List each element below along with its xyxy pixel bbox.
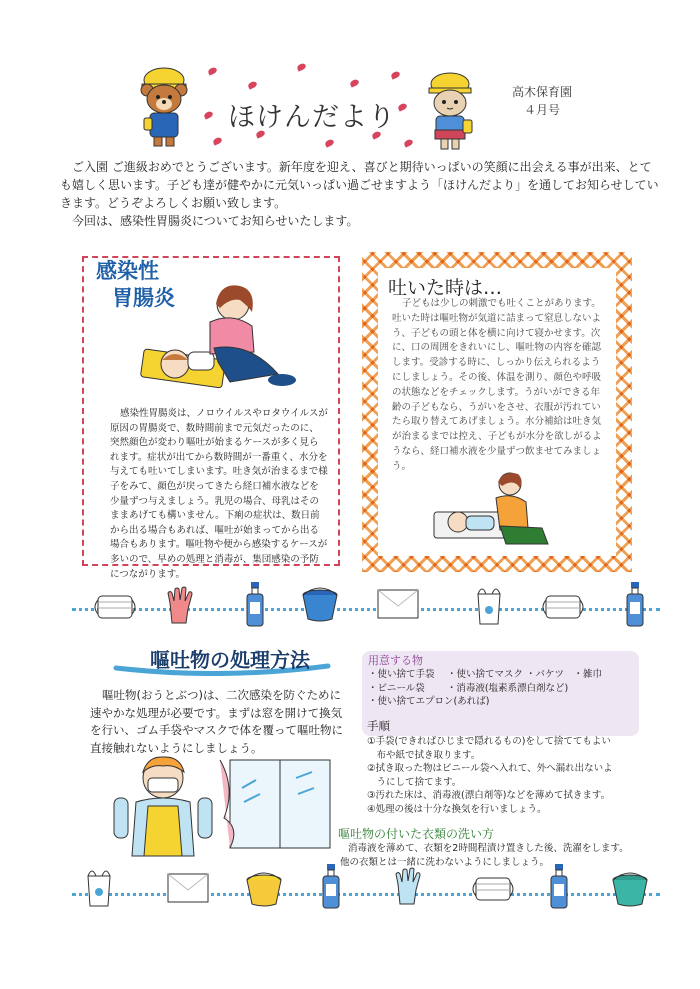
intro-paragraph: ご入園 ご進級おめでとうございます。新年度を迎え、喜びと期待いっぱいの笑顔に出会える事が出来、とても嬉しく思います。子ども達が健やかに元気いっぱい過ごせますよう「ほけんだより」を通してお知らせしていきます。どうぞよろしくお願い致します。	[60, 160, 659, 210]
cat-mascot	[425, 70, 475, 152]
mask-icon	[470, 872, 516, 910]
masked-person-illustration	[108, 752, 218, 857]
laundry-title: 嘔吐物の付いた衣類の洗い方	[338, 827, 495, 841]
glove-icon	[164, 585, 198, 629]
steps-list	[367, 735, 647, 816]
mask-icon	[540, 590, 586, 628]
diaper-change-illustration	[140, 282, 315, 397]
plastic-bag-icon	[84, 866, 114, 912]
newsletter-title: ほけんだより	[228, 102, 396, 133]
list-item: ・ビニール袋 ・消毒液(塩素系漂白剤など)	[368, 682, 569, 694]
plastic-bag-icon	[474, 584, 504, 630]
petal-decoration	[390, 70, 401, 79]
laundry-line: 消毒液を薄めて、衣類を2時間程漬け置きした後、洗濯をします。	[348, 843, 629, 854]
bottle-icon	[548, 864, 570, 914]
dotted-divider	[72, 893, 660, 900]
issue-month: ４月号	[524, 103, 561, 117]
caregiver-child-illustration	[430, 470, 560, 550]
petal-decoration	[247, 80, 258, 89]
nursery-info	[512, 83, 572, 119]
intro-text	[60, 158, 660, 230]
window-illustration	[216, 758, 332, 850]
list-item: ①手袋(できればひじまで隠れるもの)をして捨ててもよい	[367, 736, 611, 747]
gastroenteritis-text: 感染性胃腸炎は、ノロウイルスやロタウイルスが原因の胃腸炎で、数時間前まで元気だったのに、突然顔色が変わり嘔吐が始まるケースが多く見られます。症状が出てから数時間が一番重く、水分を与えても吐いてしまいます。吐き気が治まるまで様子をみて、顔色が戻ってきたら経口補水液などを少量ずつ与えましょう。乳児の場合、母乳はそのままあげても構いません。下痢の症状は、数日前から出る場合もあれば、嘔吐が始まってから出る場合もあります。嘔吐物や便から感染するケースが多いので、早めの処理と消毒が、集団感染の予防につながります。	[110, 408, 328, 580]
petal-decoration	[203, 110, 214, 119]
bucket-icon	[300, 587, 340, 627]
disposal-text: 嘔吐物(おうとぶつ)は、二次感染を防ぐために速やかな処理が必要です。まずは窓を開けて換気を行い、ゴム手袋やマスクで体を覆って嘔吐物に直接触れないようにしましょう。	[90, 688, 343, 755]
bottle-icon	[320, 864, 342, 914]
petal-decoration	[207, 66, 218, 75]
laundry-text	[340, 842, 660, 870]
petal-decoration	[324, 138, 335, 147]
supplies-list	[368, 668, 602, 709]
list-item: ②拭き取った物はビニール袋へ入れて、外へ漏れ出ないよ	[367, 763, 613, 774]
vomiting-title: 吐いた時は…	[388, 277, 503, 299]
list-item: ④処理の後は十分な換気を行いましょう。	[367, 803, 547, 815]
bottle-icon	[244, 582, 266, 632]
list-item: ③汚れた床は、消毒液(漂白剤等)などを薄めて拭きます。	[367, 790, 611, 801]
petal-decoration	[212, 136, 223, 145]
vomiting-text: 子どもは少しの刺激でも吐くことがあります。吐いた時は嘔吐物が気道に詰まって窒息しないよう、子どもの頭と体を横に向けて寝かせます。次に、口の周囲をきれいにし、嘔吐物の内容を確認します。受診する時に、しっかり伝えられるようにしましょう。その後、体温を測り、顔色や呼吸の状態などをチェックします。うがいができる年齢の子どもなら、うがいをさせ、衣服が汚れていたら取り替えてあげましょう。水分補給は吐き気が治まるまでは控え、子どもが水分を欲しがるようなら、経口補水液を少量ずつ飲ませてみましょう。	[392, 298, 602, 472]
cloth-icon	[374, 586, 422, 626]
petal-decoration	[349, 78, 360, 87]
mask-icon	[92, 590, 138, 628]
list-item: ・使い捨てエプロン(あれば)	[368, 696, 490, 707]
list-item: ・使い捨て手袋 ・使い捨てマスク ・バケツ ・雑巾	[368, 669, 602, 680]
list-item: うにして捨てます。	[367, 776, 462, 788]
bucket-icon	[610, 872, 650, 912]
nursery-name: 高木保育園	[512, 85, 573, 99]
gastroenteritis-title: 感染性 胃腸炎	[96, 259, 175, 310]
supplies-title: 用意する物	[368, 654, 423, 667]
laundry-line: 他の衣類とは一緒に洗わないようにしましょう。	[340, 857, 550, 868]
intro-paragraph: 今回は、感染性胃腸炎についてお知らせいたします。	[72, 214, 359, 228]
bear-mascot	[138, 66, 190, 148]
glove-icon	[392, 866, 426, 910]
disposal-title: 嘔吐物の処理方法	[150, 648, 310, 672]
list-item: 布や紙で拭き取ります。	[367, 749, 481, 761]
bucket-icon	[244, 872, 284, 912]
cloth-icon	[164, 870, 212, 910]
petal-decoration	[397, 102, 408, 111]
petal-decoration	[296, 62, 307, 71]
petal-decoration	[403, 138, 414, 147]
steps-title: 手順	[367, 719, 390, 733]
bottle-icon	[624, 582, 646, 632]
